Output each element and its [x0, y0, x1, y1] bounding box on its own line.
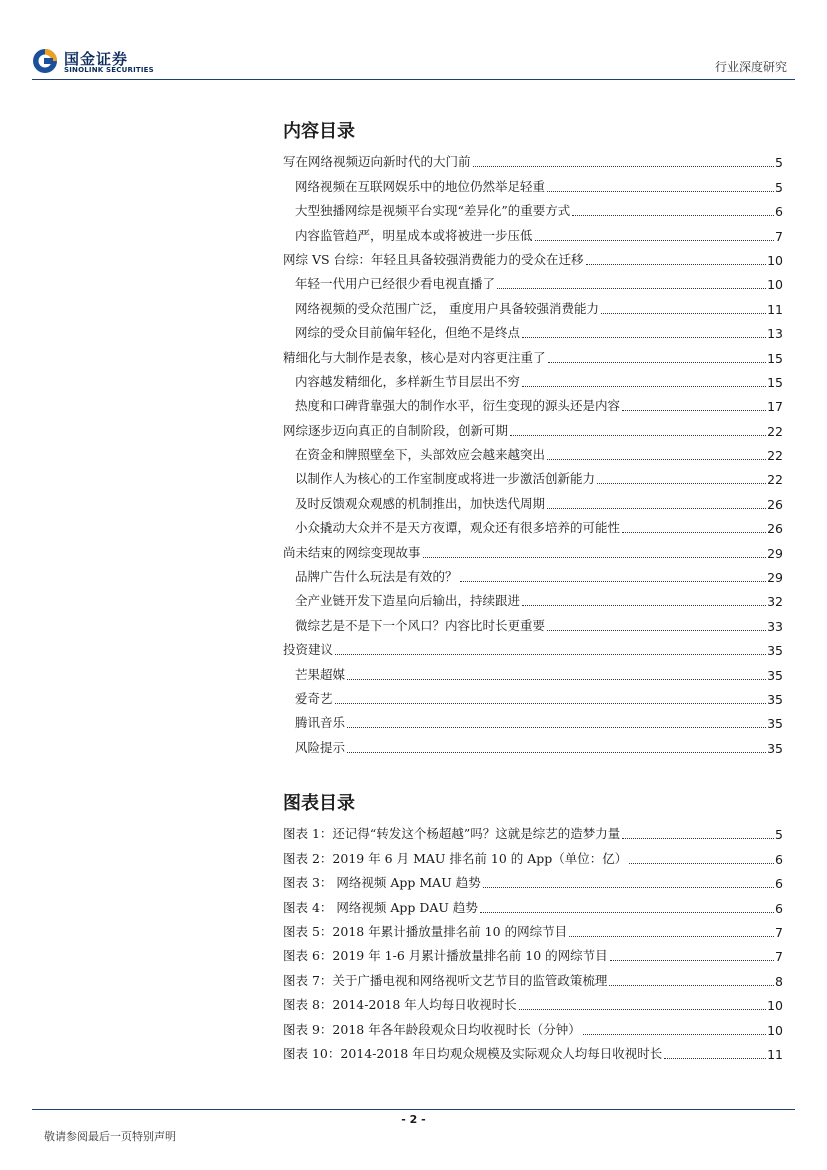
dot-leader — [460, 571, 767, 582]
list-of-figures — [283, 818, 783, 1062]
entry-title: 腾讯音乐 — [295, 715, 346, 731]
figure-entry[interactable] — [283, 940, 783, 964]
entry-title: 网综逐步迈向真正的自制阶段，创新可期 — [283, 422, 509, 438]
entry-page-number: 35 — [767, 740, 783, 756]
toc-entry[interactable] — [283, 366, 783, 390]
dot-leader — [335, 693, 767, 704]
toc-entry[interactable] — [283, 195, 783, 219]
entry-title: 图表 10：2014-2018 年日均观众规模及实际观众人均每日收视时长 — [283, 1045, 663, 1061]
dot-leader — [522, 376, 766, 387]
toc-entry[interactable] — [283, 170, 783, 194]
dot-leader — [629, 853, 774, 864]
entry-page-number: 7 — [775, 949, 783, 965]
entry-page-number: 8 — [775, 973, 783, 989]
dot-leader — [610, 950, 774, 961]
dot-leader — [572, 205, 774, 216]
dot-leader — [547, 181, 774, 192]
entry-title: 图表 5：2018 年累计播放量排名前 10 的网综节目 — [283, 923, 568, 939]
dot-leader — [347, 742, 766, 753]
entry-page-number: 10 — [767, 277, 783, 293]
dot-leader — [622, 828, 774, 839]
dot-leader — [583, 1024, 766, 1035]
toc-entry[interactable] — [283, 317, 783, 341]
toc-entry[interactable] — [283, 244, 783, 268]
entry-page-number: 15 — [767, 374, 783, 390]
dot-leader — [664, 1048, 766, 1059]
logo-chinese-name: 国金证券 — [64, 50, 129, 68]
dot-leader — [522, 595, 766, 606]
entry-page-number: 10 — [767, 1022, 783, 1038]
toc-entry[interactable] — [283, 561, 783, 585]
entry-title: 网综的受众目前偏年轻化，但绝不是终点 — [295, 325, 521, 341]
entry-page-number: 7 — [775, 924, 783, 940]
dot-leader — [609, 975, 774, 986]
entry-title: 热度和口碑背靠强大的制作水平，衍生变现的源头还是内容 — [295, 398, 621, 414]
entry-title: 品牌广告什么玩法是有效的？ — [295, 569, 458, 585]
entry-page-number: 11 — [767, 1046, 783, 1062]
dot-leader — [510, 425, 766, 436]
table-of-contents — [283, 146, 783, 756]
toc-entry[interactable] — [283, 609, 783, 633]
figure-entry[interactable] — [283, 916, 783, 940]
dot-leader — [586, 254, 767, 265]
dot-leader — [497, 278, 766, 289]
dot-leader — [347, 669, 766, 680]
entry-title: 微综艺是不是下一个风口？内容比时长更重要 — [295, 617, 546, 633]
entry-title: 图表 8：2014-2018 年人均每日收视时长 — [283, 997, 517, 1013]
entry-page-number: 22 — [767, 472, 783, 488]
entry-page-number: 11 — [767, 301, 783, 317]
dot-leader — [423, 547, 767, 558]
dot-leader — [347, 717, 766, 728]
entry-page-number: 33 — [767, 618, 783, 634]
entry-title: 内容监管趋严，明星成本或将被进一步压低 — [295, 227, 533, 243]
logo-english-name: SINOLINK SECURITIES — [64, 66, 154, 74]
dot-leader — [547, 620, 766, 631]
entry-title: 芒果超媒 — [295, 666, 346, 682]
entry-page-number: 35 — [767, 716, 783, 732]
dot-leader — [601, 303, 766, 314]
toc-entry[interactable] — [283, 634, 783, 658]
dot-leader — [480, 902, 774, 913]
page-number: - 2 - — [401, 1113, 426, 1126]
entry-title: 投资建议 — [283, 642, 334, 658]
entry-title: 写在网络视频迈向新时代的大门前 — [283, 154, 471, 170]
toc-entry[interactable] — [283, 439, 783, 463]
toc-entry[interactable] — [283, 341, 783, 365]
dot-leader — [622, 400, 766, 411]
toc-entry[interactable] — [283, 487, 783, 511]
sinolink-logo-icon — [32, 48, 58, 74]
entry-title: 以制作人为核心的工作室制度或将进一步激活创新能力 — [295, 471, 596, 487]
entry-page-number: 29 — [767, 545, 783, 561]
figure-entry[interactable] — [283, 891, 783, 915]
entry-page-number: 6 — [775, 204, 783, 220]
dot-leader — [547, 449, 766, 460]
company-logo — [32, 44, 172, 80]
dot-leader — [548, 352, 767, 363]
figure-entry[interactable] — [283, 842, 783, 866]
entry-page-number: 22 — [767, 448, 783, 464]
toc-entry[interactable] — [283, 658, 783, 682]
entry-title: 全产业链开发下造星向后输出，持续跟进 — [295, 593, 521, 609]
entry-title: 图表 1：还记得“转发这个杨超越”吗？这就是综艺的造梦力量 — [283, 826, 621, 842]
dot-leader — [335, 644, 766, 655]
figure-entry[interactable] — [283, 818, 783, 842]
dot-leader — [569, 926, 774, 937]
page-header — [0, 0, 827, 82]
header-divider — [32, 79, 795, 80]
entry-title: 图表 2：2019 年 6 月 MAU 排名前 10 的 App（单位：亿） — [283, 850, 628, 866]
entry-title: 爱奇艺 — [295, 690, 333, 706]
entry-page-number: 5 — [775, 827, 783, 843]
toc-entry[interactable] — [283, 707, 783, 731]
entry-page-number: 6 — [775, 876, 783, 892]
entry-title: 内容越发精细化，多样新生节目层出不穷 — [295, 373, 521, 389]
entry-title: 在资金和牌照壁垒下，头部效应会越来越突出 — [295, 447, 546, 463]
figures-heading: 图表目录 — [283, 793, 355, 814]
entry-page-number: 35 — [767, 643, 783, 659]
toc-entry[interactable] — [283, 414, 783, 438]
entry-page-number: 5 — [775, 179, 783, 195]
entry-title: 图表 6：2019 年 1-6 月累计播放量排名前 10 的网综节目 — [283, 948, 608, 964]
footer-divider — [32, 1109, 795, 1110]
entry-title: 大型独播网综是视频平台实现“差异化”的重要方式 — [295, 203, 571, 219]
entry-title: 小众撬动大众并不是天方夜谭，观众还有很多培养的可能性 — [295, 520, 621, 536]
dot-leader — [522, 327, 766, 338]
disclaimer-note: 敬请参阅最后一页特别声明 — [44, 1130, 176, 1143]
entry-title: 年轻一代用户已经很少看电视直播了 — [295, 276, 496, 292]
entry-title: 图表 7：关于广播电视和网络视听文艺节目的监管政策梳理 — [283, 972, 608, 988]
entry-title: 网络视频在互联网娱乐中的地位仍然举足轻重 — [295, 178, 546, 194]
dot-leader — [622, 522, 766, 533]
toc-entry[interactable] — [283, 731, 783, 755]
toc-entry[interactable] — [283, 536, 783, 560]
entry-page-number: 22 — [767, 423, 783, 439]
entry-page-number: 26 — [767, 496, 783, 512]
entry-title: 网络视频的受众范围广泛， 重度用户具备较强消费能力 — [295, 300, 599, 316]
dot-leader — [519, 999, 766, 1010]
entry-title: 尚未结束的网综变现故事 — [283, 544, 421, 560]
dot-leader — [483, 877, 774, 888]
toc-entry[interactable] — [283, 585, 783, 609]
entry-title: 图表 4： 网络视频 App DAU 趋势 — [283, 899, 478, 915]
toc-entry[interactable] — [283, 292, 783, 316]
entry-page-number: 10 — [767, 998, 783, 1014]
dot-leader — [547, 498, 766, 509]
entry-title: 风险提示 — [295, 739, 346, 755]
figure-entry[interactable] — [283, 1013, 783, 1037]
figure-entry[interactable] — [283, 964, 783, 988]
figure-entry[interactable] — [283, 867, 783, 891]
entry-page-number: 29 — [767, 570, 783, 586]
entry-title: 图表 9：2018 年各年龄段观众日均收视时长（分钟） — [283, 1021, 581, 1037]
entry-page-number: 13 — [767, 326, 783, 342]
entry-page-number: 32 — [767, 594, 783, 610]
toc-entry[interactable] — [283, 512, 783, 536]
toc-entry[interactable] — [283, 146, 783, 170]
toc-entry[interactable] — [283, 268, 783, 292]
entry-page-number: 7 — [775, 228, 783, 244]
entry-page-number: 5 — [775, 155, 783, 171]
entry-title: 精细化与大制作是表象，核心是对内容更注重了 — [283, 349, 546, 365]
toc-entry[interactable] — [283, 219, 783, 243]
dot-leader — [597, 473, 766, 484]
toc-heading: 内容目录 — [283, 121, 355, 142]
entry-page-number: 10 — [767, 252, 783, 268]
entry-title: 及时反馈观众观感的机制推出，加快迭代周期 — [295, 495, 546, 511]
entry-title: 网综 VS 台综：年轻且具备较强消费能力的受众在迁移 — [283, 251, 584, 267]
entry-page-number: 6 — [775, 851, 783, 867]
entry-page-number: 15 — [767, 350, 783, 366]
entry-page-number: 17 — [767, 399, 783, 415]
dot-leader — [535, 230, 775, 241]
dot-leader — [473, 156, 775, 167]
toc-entry[interactable] — [283, 390, 783, 414]
report-type-label: 行业深度研究 — [714, 60, 787, 74]
entry-page-number: 26 — [767, 521, 783, 537]
figure-entry[interactable] — [283, 989, 783, 1013]
entry-title: 图表 3： 网络视频 App MAU 趋势 — [283, 875, 481, 891]
entry-page-number: 35 — [767, 691, 783, 707]
entry-page-number: 35 — [767, 667, 783, 683]
entry-page-number: 6 — [775, 900, 783, 916]
toc-entry[interactable] — [283, 683, 783, 707]
figure-entry[interactable] — [283, 1038, 783, 1062]
toc-entry[interactable] — [283, 463, 783, 487]
